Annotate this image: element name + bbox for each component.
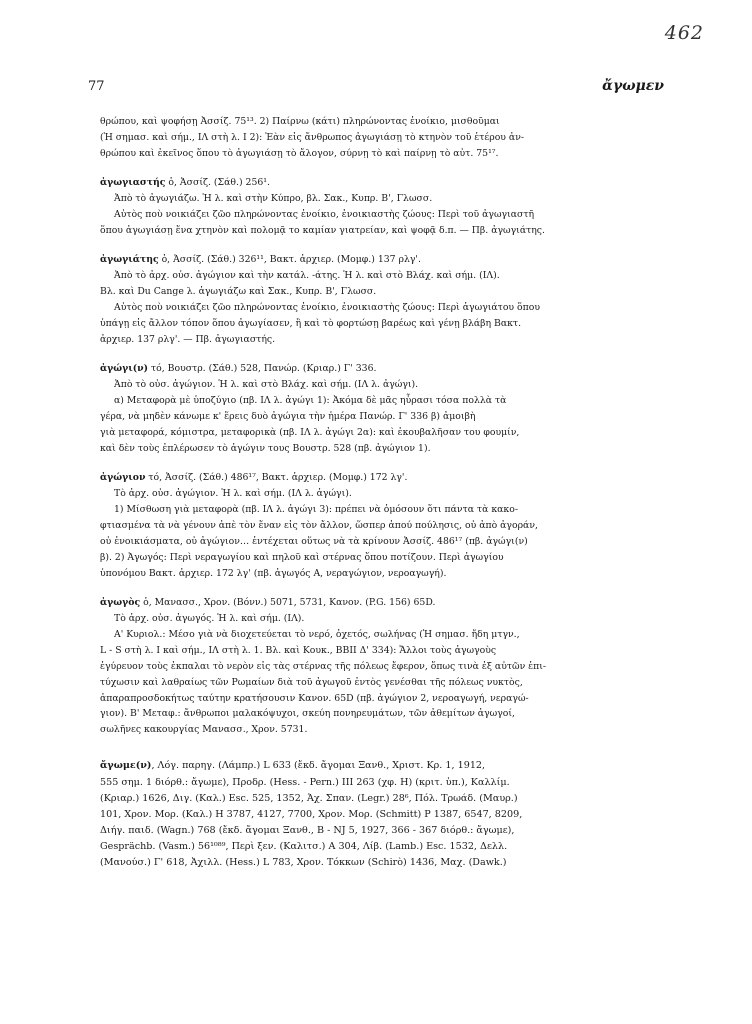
entry-line: Ἀπὸ τὸ ἀγωγιάζω. Ἡ λ. καὶ στὴν Κύπρο, βλ. Σακ., Κυπρ. Β', Γλωσσ. [114,192,433,204]
head-rest: ὁ, Ἀσσίζ. (Σάθ.) 326¹¹, Βακτ. ἀρχιερ. (Μομφ.) 137 ρλγ'. [158,253,421,265]
entry-line: ἀρχιερ. 137 ρλγ'. — Πβ. ἀγωγιαστής. [100,333,276,345]
entry-line: Gesprächb. (Vasm.) 56¹⁰⁸⁹, Περὶ ξεν. (Καλιτσ.) Α 304, Λίβ. (Lamb.) Esc. 1532, Δελλ. [100,841,508,852]
entry-line: Διήγ. παιδ. (Wagn.) 768 (ἔκδ. ἄγομαι Ξανθ., Β - ΝJ 5, 1927, 366 - 367 διόρθ.: ἄγωμε), [100,824,515,836]
entry-line: θρώπου, καὶ ψοφήσῃ Ἀσσίζ. 75¹³. 2) Παίρνω (κάτι) πληρώνοντας ἐνοίκιο, μισθοῦμαι [100,116,500,127]
lemma: ἀγωγιάτης [100,253,159,265]
entry-headline [100,470,660,486]
dictionary-body [100,114,660,871]
entry-line: (Ἡ σημασ. καὶ σήμ., ΙΛ στὴ λ. Ι 2): Ἐὰν εἰς ἄνθρωπος ἀγωγιάσῃ τὸ κτηνὸν τοῦ ἑτέρου ἀν- [100,131,524,143]
entry-line: ὅπου ἀγωγιάσῃ ἕνα χτηνὸν καὶ πολομᾷ το καμίαν γιατρείαν, καὶ ψοφᾷ δ.π. — Πβ. ἀγωγιάτης. [100,224,545,236]
entry-headline [100,361,660,377]
entry-line: Τὸ ἀρχ. οὐσ. ἀγώγιον. Ἡ λ. καὶ σήμ. (ΙΛ λ. ἀγώγι). [114,487,352,499]
entry-agome [100,758,660,871]
running-head: ἄγωμεν [602,78,664,94]
entry-line: θρώπου καὶ ἐκεῖνος ὅπου τὸ ἀγωγιάσῃ τὸ ἄλογον, σύρνῃ τὸ καὶ παίρνῃ τὸ αὐτ. 75¹⁷. [100,147,499,159]
entry-line: 101, Χρον. Μορ. (Καλ.) Η 3787, 4127, 7700, Χρον. Μορ. (Schmitt) Ρ 1387, 6547, 8209, [100,808,523,820]
entry-agogi [100,361,660,457]
entry-agogion [100,470,660,582]
entry-line: Βλ. καὶ Du Cange λ. ἀγωγιάζω καὶ Σακ., Κυπρ. Β', Γλωσσ. [100,285,377,297]
entry-agogiastis [100,175,660,239]
entry-line: τύχωσιν καὶ λαθραίως τῶν Ρωμαίων διὰ τοῦ ἀγωγοῦ ἐντὸς γενέσθαι τῆς πόλεως νυκτὸς, [100,676,523,688]
entry-agogos [100,595,660,739]
entry-headline [100,758,660,774]
entry-line: γιον). Β' Μεταφ.: ἄνθρωποι μαλακόψυχοι, σκεύη πονηρευμάτων, τῶν ἀθεμίτων ἀγωγοί, [100,708,515,720]
entry-line: (Μανούσ.) Γ' 618, Ἀχιλλ. (Hess.) L 783, Χρον. Τόκκων (Schirò) 1436, Μαχ. (Dawk.) [100,857,507,869]
entry-line: 555 σημ. 1 διόρθ.: ἄγωμε), Προδρ. (Hess. - Pern.) ΙΙΙ 263 (χφ. Η) (κριτ. ὑπ.), Καλλίμ. [100,776,510,788]
entry-line: Α' Κυριολ.: Μέσο γιὰ νὰ διοχετεύεται τὸ νερό, ὀχετός, σωλήνας (Ἡ σημασ. ἤδη μτγν., [114,628,520,640]
entry-line: Ἀπὸ τὸ ἀρχ. οὐσ. ἀγώγιον καὶ τὴν κατάλ. -άτης. Ἡ λ. καὶ στὸ Βλάχ. καὶ σήμ. (ΙΛ). [114,269,500,281]
entry-line: οὐ ἐνοικιάσματα, οὐ ἀγώγιον… ἐντέχεται οὕτως νὰ τὰ κρίνουν Ἀσσίζ. 486¹⁷ (πβ. ἀγώγι(ν) [100,535,528,547]
entry-line: Τὸ ἀρχ. οὐσ. ἀγωγός. Ἡ λ. καὶ σήμ. (ΙΛ). [114,612,305,624]
head-rest: , Λόγ. παρηγ. (Λάμπρ.) L 633 (ἔκδ. ἄγομαι Ξανθ., Χριστ. Κρ. 1, 1912, [151,760,486,772]
entry-line: (Κριαρ.) 1626, Διγ. (Καλ.) Esc. 525, 1352, Ἀχ. Σπαν. (Legr.) 28⁶, Πόλ. Τρωάδ. (Μαυρ.) [100,792,518,804]
entry-line: ἀπαραπροσδοκήτως ταύτην κρατήσουσιν Κανον. 65D (πβ. ἀγώγιον 2, νεροαγωγή, νεραγώ- [100,692,529,704]
lemma: ἀγώγιον [100,471,146,483]
entry-line: καὶ δὲν τοὺς ἐπλέρωσεν τὸ ἀγώγιν τους Βουστρ. 528 (πβ. ἀγώγιον 1). [100,442,431,454]
head-rest: τό, Ἀσσίζ. (Σάθ.) 486¹⁷, Βακτ. ἀρχιερ. (Μομφ.) 172 λγ'. [145,471,408,483]
entry-line: Ἀπὸ τὸ οὐσ. ἀγώγιον. Ἡ λ. καὶ στὸ Βλάχ. καὶ σήμ. (ΙΛ λ. ἀγώγι). [114,378,419,390]
entry-line: 1) Μίσθωση γιὰ μεταφορὰ (πβ. ΙΛ λ. ἀγώγι 3): πρέπει νὰ ὀμόσουν ὅτι πάντα τὰ κακο- [114,503,518,515]
head-rest: ὁ, Ἀσσίζ. (Σάθ.) 256¹. [165,176,270,188]
lemma: ἄγωμε(ν) [100,760,152,772]
entry-line: ὑπονόμου Βακτ. ἀρχιερ. 172 λγ' (πβ. ἀγωγός Α, νεραγώγιον, νεροαγωγή). [100,567,447,579]
head-rest: ὁ, Μανασσ., Χρον. (Βόνν.) 5071, 5731, Κανον. (P.G. 156) 65D. [140,596,436,608]
entry-line: β). 2) Ἀγωγός: Περὶ νεραγωγίου καὶ πηλοῦ καὶ στέρνας ὅπου ποτίζουν. Περὶ ἀγωγίου [100,551,504,563]
lemma: ἀγωγὸς [100,596,141,608]
page-header [88,78,664,94]
entry-headline [100,175,660,191]
entry-line: ἐγύρευον τοὺς ἐκπαλαι τὸ νερὸν εἰς τὰς στέρνας τῆς πόλεως ἔφερον, ὅπως τινὰ ἐξ αὐτῶν ἐπι- [100,660,547,672]
entry-line: Αὐτὸς ποὺ νοικιάζει ζῶο πληρώνοντας ἐνοίκιο, ἐνοικιαστὴς ζώους: Περὶ τοῦ ἀγωγιαστῆ [114,208,535,220]
entry-continuation [100,114,660,162]
entry-headline [100,595,660,611]
entry-line: σωλῆνες κακουργίας Μανασσ., Χρον. 5731. [100,724,308,736]
handwritten-page-number: 462 [664,22,704,44]
entry-line: φτιασμένα τὰ νὰ γένουν ἀπὲ τὸν ἕναν εἰς τὸν ἄλλον, ὥσπερ ἀπού πούλησις, οὐ ἀπὸ ἀγοράν, [100,519,538,531]
lemma: ἀγωγιαστής [100,176,166,188]
lemma: ἀγώγι(ν) [100,362,149,374]
entry-line: γιὰ μεταφορά, κόμιστρα, μεταφορικὰ (πβ. ΙΛ λ. ἀγώγι 2α): καὶ ἐκουβαλῆσαν του φουμίν, [100,426,520,438]
entry-line: γέρα, νὰ μηδὲν κάνωμε κ' ἕρεις δυὸ ἀγώγια τὴν ἡμέρα Πανώρ. Γ' 336 β) ἀμοιβὴ [100,410,476,422]
entry-line: Αὐτὸς ποὺ νοικιάζει ζῶο πληρώνοντας ἐνοίκιο, ἐνοικιαστὴς ζώους: Περὶ ἀγωγιάτου ὅπου [114,301,540,313]
page-number: 77 [88,79,105,94]
entry-line: L - S στὴ λ. Ι καὶ σήμ., ΙΛ στὴ λ. 1. Βλ. καὶ Κουκ., ΒΒΙΙ Δ' 334): Ἄλλοι τοὺς ἀγωγοὺς [100,644,497,656]
entry-line: ὑπάγῃ εἰς ἄλλον τόπον ὅπου ἀγωγίασεν, ἢ καὶ τὸ φορτώσῃ βαρέως καὶ γένῃ βλάβη Βακτ. [100,317,522,329]
entry-agogiatis [100,252,660,348]
entry-headline [100,252,660,268]
entry-line: α) Μεταφορὰ μὲ ὑποζύγιο (πβ. ΙΛ λ. ἀγώγι 1): Ἀκόμα δὲ μᾶς ηὗρασι τόσα πολλὰ τὰ [114,394,507,406]
head-rest: τό, Βουστρ. (Σάθ.) 528, Πανώρ. (Κριαρ.) Γ' 336. [148,362,377,374]
